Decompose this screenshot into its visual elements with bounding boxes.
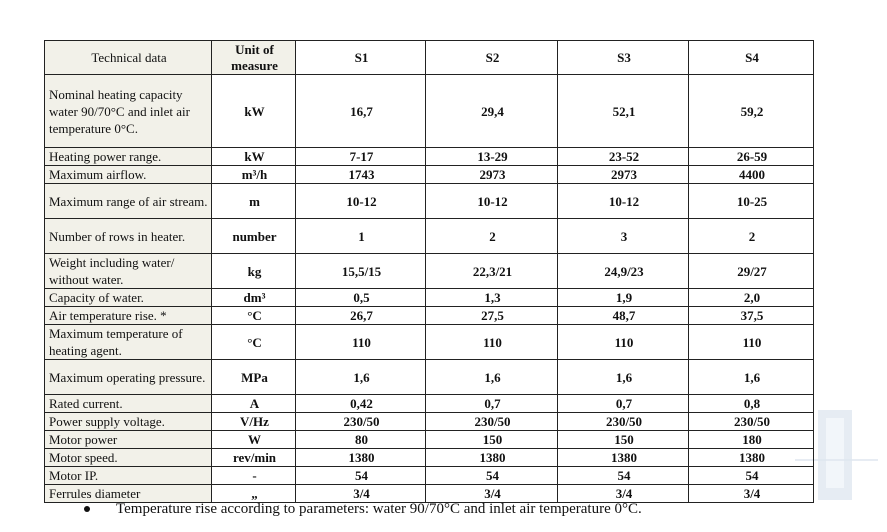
unit-cell: rev/min bbox=[212, 449, 296, 467]
value-cell-s2: 0,7 bbox=[426, 395, 558, 413]
value-cell-s2: 10-12 bbox=[426, 184, 558, 219]
value-cell-s1: 110 bbox=[296, 325, 426, 360]
value-cell-s3: 150 bbox=[558, 431, 689, 449]
table-row bbox=[45, 148, 814, 166]
param-name: Maximum airflow. bbox=[45, 166, 212, 184]
value-cell-s1: 26,7 bbox=[296, 307, 426, 325]
unit-cell: kg bbox=[212, 254, 296, 289]
header-technical-data: Technical data bbox=[45, 41, 212, 75]
param-name: Weight including water/ without water. bbox=[45, 254, 212, 289]
unit-cell: °C bbox=[212, 325, 296, 360]
value-cell-s3: 3/4 bbox=[558, 485, 689, 503]
value-cell-s3: 10-12 bbox=[558, 184, 689, 219]
value-cell-s2: 13-29 bbox=[426, 148, 558, 166]
param-name: Motor power bbox=[45, 431, 212, 449]
value-cell-s4: 1,6 bbox=[689, 360, 814, 395]
table-row bbox=[45, 449, 814, 467]
table-row bbox=[45, 431, 814, 449]
value-cell-s2: 1380 bbox=[426, 449, 558, 467]
unit-cell: dm³ bbox=[212, 289, 296, 307]
value-cell-s3: 0,7 bbox=[558, 395, 689, 413]
unit-cell: - bbox=[212, 467, 296, 485]
header-model-s2: S2 bbox=[426, 41, 558, 75]
unit-cell: V/Hz bbox=[212, 413, 296, 431]
value-cell-s3: 1380 bbox=[558, 449, 689, 467]
header-model-s4: S4 bbox=[689, 41, 814, 75]
table-row bbox=[45, 289, 814, 307]
value-cell-s1: 230/50 bbox=[296, 413, 426, 431]
param-name: Motor IP. bbox=[45, 467, 212, 485]
param-name: Motor speed. bbox=[45, 449, 212, 467]
table-row bbox=[45, 360, 814, 395]
param-name: Maximum temperature of heating agent. bbox=[45, 325, 212, 360]
value-cell-s4: 110 bbox=[689, 325, 814, 360]
footnote bbox=[84, 500, 642, 518]
technical-data-table bbox=[44, 40, 814, 503]
value-cell-s4: 59,2 bbox=[689, 75, 814, 148]
bullet-icon bbox=[84, 506, 90, 512]
header-model-s1: S1 bbox=[296, 41, 426, 75]
value-cell-s3: 1,6 bbox=[558, 360, 689, 395]
value-cell-s4: 26-59 bbox=[689, 148, 814, 166]
value-cell-s4: 4400 bbox=[689, 166, 814, 184]
table-row bbox=[45, 467, 814, 485]
table-row bbox=[45, 307, 814, 325]
value-cell-s4: 0,8 bbox=[689, 395, 814, 413]
value-cell-s3: 24,9/23 bbox=[558, 254, 689, 289]
value-cell-s1: 10-12 bbox=[296, 184, 426, 219]
param-name: Number of rows in heater. bbox=[45, 219, 212, 254]
value-cell-s2: 1,6 bbox=[426, 360, 558, 395]
value-cell-s1: 7-17 bbox=[296, 148, 426, 166]
value-cell-s2: 110 bbox=[426, 325, 558, 360]
unit-cell: kW bbox=[212, 75, 296, 148]
header-unit-of-measure: Unit of measure bbox=[212, 41, 296, 75]
param-name: Ferrules diameter bbox=[45, 485, 212, 503]
unit-cell: W bbox=[212, 431, 296, 449]
table-header-row bbox=[45, 41, 814, 75]
value-cell-s4: 54 bbox=[689, 467, 814, 485]
header-model-s3: S3 bbox=[558, 41, 689, 75]
value-cell-s4: 10-25 bbox=[689, 184, 814, 219]
value-cell-s2: 3/4 bbox=[426, 485, 558, 503]
unit-cell: „ bbox=[212, 485, 296, 503]
value-cell-s1: 3/4 bbox=[296, 485, 426, 503]
value-cell-s3: 3 bbox=[558, 219, 689, 254]
value-cell-s4: 2 bbox=[689, 219, 814, 254]
value-cell-s1: 16,7 bbox=[296, 75, 426, 148]
unit-cell: m bbox=[212, 184, 296, 219]
table-row bbox=[45, 75, 814, 148]
param-name: Air temperature rise. * bbox=[45, 307, 212, 325]
value-cell-s3: 230/50 bbox=[558, 413, 689, 431]
unit-cell: number bbox=[212, 219, 296, 254]
table-row bbox=[45, 219, 814, 254]
unit-cell: kW bbox=[212, 148, 296, 166]
param-name: Power supply voltage. bbox=[45, 413, 212, 431]
param-name: Rated current. bbox=[45, 395, 212, 413]
table-row bbox=[45, 254, 814, 289]
value-cell-s3: 48,7 bbox=[558, 307, 689, 325]
value-cell-s2: 27,5 bbox=[426, 307, 558, 325]
table-row bbox=[45, 413, 814, 431]
unit-cell: A bbox=[212, 395, 296, 413]
value-cell-s1: 1380 bbox=[296, 449, 426, 467]
value-cell-s1: 1 bbox=[296, 219, 426, 254]
value-cell-s2: 2973 bbox=[426, 166, 558, 184]
value-cell-s1: 54 bbox=[296, 467, 426, 485]
value-cell-s2: 1,3 bbox=[426, 289, 558, 307]
value-cell-s1: 0,42 bbox=[296, 395, 426, 413]
unit-cell: m³/h bbox=[212, 166, 296, 184]
value-cell-s2: 2 bbox=[426, 219, 558, 254]
value-cell-s4: 230/50 bbox=[689, 413, 814, 431]
table-row bbox=[45, 325, 814, 360]
param-name: Maximum range of air stream. bbox=[45, 184, 212, 219]
value-cell-s2: 54 bbox=[426, 467, 558, 485]
value-cell-s4: 37,5 bbox=[689, 307, 814, 325]
value-cell-s4: 2,0 bbox=[689, 289, 814, 307]
value-cell-s3: 1,9 bbox=[558, 289, 689, 307]
value-cell-s1: 15,5/15 bbox=[296, 254, 426, 289]
value-cell-s3: 23-52 bbox=[558, 148, 689, 166]
param-name: Capacity of water. bbox=[45, 289, 212, 307]
value-cell-s3: 52,1 bbox=[558, 75, 689, 148]
value-cell-s2: 230/50 bbox=[426, 413, 558, 431]
value-cell-s2: 22,3/21 bbox=[426, 254, 558, 289]
value-cell-s3: 110 bbox=[558, 325, 689, 360]
unit-cell: MPa bbox=[212, 360, 296, 395]
value-cell-s4: 180 bbox=[689, 431, 814, 449]
value-cell-s1: 80 bbox=[296, 431, 426, 449]
value-cell-s4: 29/27 bbox=[689, 254, 814, 289]
value-cell-s4: 1380 bbox=[689, 449, 814, 467]
table-row bbox=[45, 395, 814, 413]
value-cell-s3: 54 bbox=[558, 467, 689, 485]
value-cell-s3: 2973 bbox=[558, 166, 689, 184]
param-name: Maximum operating pressure. bbox=[45, 360, 212, 395]
footnote-text: Temperature rise according to parameters: water 90/70°C and inlet air temperature 0°C. bbox=[116, 501, 642, 517]
unit-cell: °C bbox=[212, 307, 296, 325]
param-name: Heating power range. bbox=[45, 148, 212, 166]
value-cell-s1: 1743 bbox=[296, 166, 426, 184]
value-cell-s4: 3/4 bbox=[689, 485, 814, 503]
value-cell-s1: 1,6 bbox=[296, 360, 426, 395]
table-row bbox=[45, 184, 814, 219]
value-cell-s1: 0,5 bbox=[296, 289, 426, 307]
value-cell-s2: 150 bbox=[426, 431, 558, 449]
param-name: Nominal heating capacity water 90/70°C and inlet air temperature 0°C. bbox=[45, 75, 212, 148]
value-cell-s2: 29,4 bbox=[426, 75, 558, 148]
table-row bbox=[45, 166, 814, 184]
